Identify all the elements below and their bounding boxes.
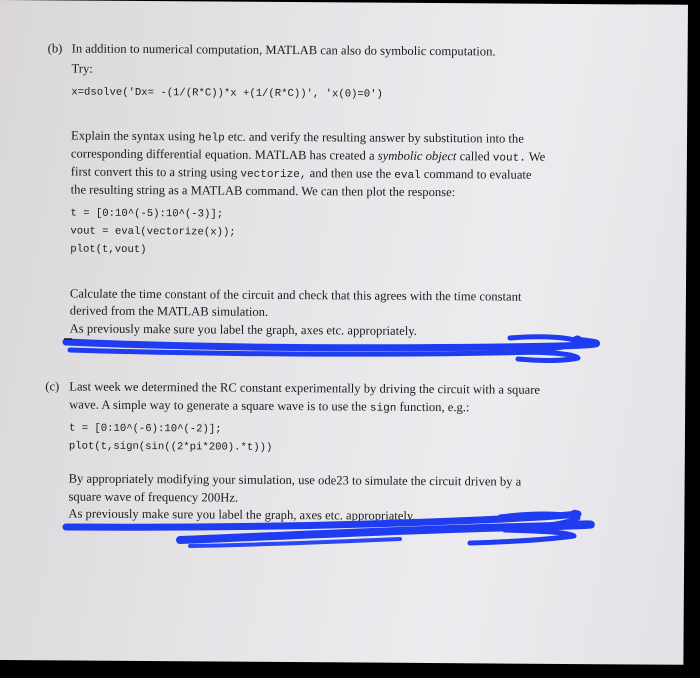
help-keyword: help bbox=[198, 132, 225, 145]
calc-line-3: As previously make sure you label the graph, axes etc. appropriately. bbox=[69, 321, 417, 338]
explain-text-1: Explain the syntax using bbox=[71, 128, 196, 144]
explain-text-3c: command to evaluate bbox=[423, 166, 532, 182]
part-b-label: (b) bbox=[47, 41, 63, 56]
explain-line-4: the resulting string as a MATLAB command. We can then plot the response: bbox=[70, 182, 456, 200]
part-c-line-1: Last week we determined the RC constant experimentally by driving the circuit with a square bbox=[69, 379, 541, 397]
code-t-range: t = [0:10^(-5):10^(-3)]; bbox=[70, 207, 224, 221]
calc-line-1: Calculate the time constant of the circuit and check that this agrees with the time constant bbox=[69, 286, 522, 304]
part-b-intro: In addition to numerical computation, MATLAB can also do symbolic computation. bbox=[71, 41, 496, 59]
explain-text-3b: and then use the bbox=[309, 166, 392, 181]
explain-line-2 bbox=[71, 147, 545, 164]
explain-line-3 bbox=[71, 165, 532, 182]
explain-line-1 bbox=[71, 129, 524, 146]
part-b-try: Try: bbox=[71, 61, 93, 76]
sign-keyword: sign bbox=[369, 402, 397, 415]
explain-text-2c: We bbox=[528, 149, 546, 164]
part-c-label: (c) bbox=[45, 379, 60, 394]
calc-line-2: derived from the MATLAB simulation. bbox=[69, 303, 269, 319]
vectorize-keyword: vectorize, bbox=[240, 168, 307, 182]
code-plot: plot(t,vout) bbox=[70, 243, 147, 257]
explain-text-1b: etc. and verify the resulting answer by substitution into the bbox=[227, 129, 524, 146]
code-c-plot: plot(t,sign(sin((2*pi*200).*t))) bbox=[68, 440, 273, 454]
symbolic-object-term: symbolic object bbox=[377, 148, 457, 164]
code-c-t-range: t = [0:10^(-6):10^(-2)]; bbox=[68, 422, 222, 436]
code-vout: vout = eval(vectorize(x)); bbox=[70, 225, 236, 239]
explain-text-3: first convert this to a string using bbox=[70, 164, 238, 180]
eval-keyword: eval bbox=[394, 169, 421, 182]
code-dsolve: x=dsolve('Dx= -(1/(R*C))*x +(1/(R*C))', 'x(0)=0') bbox=[71, 86, 383, 101]
explain-text-2b: called bbox=[459, 149, 490, 164]
sim-line-1: By appropriately modifying your simulation, use ode23 to simulate the circuit driven by a bbox=[68, 471, 522, 489]
part-c-text-2a: wave. A simple way to generate a square wave is to use the bbox=[69, 397, 367, 414]
explain-text-2: corresponding differential equation. MATLAB has created a bbox=[70, 146, 375, 163]
sim-line-3: As previously make sure you label the graph, axes etc. appropriately. bbox=[68, 506, 416, 523]
vout-keyword: vout. bbox=[492, 152, 526, 165]
sim-line-2: square wave of frequency 200Hz. bbox=[68, 489, 239, 505]
part-c-line-2 bbox=[69, 398, 469, 415]
part-c-text-2b: function, e.g.: bbox=[399, 399, 470, 415]
